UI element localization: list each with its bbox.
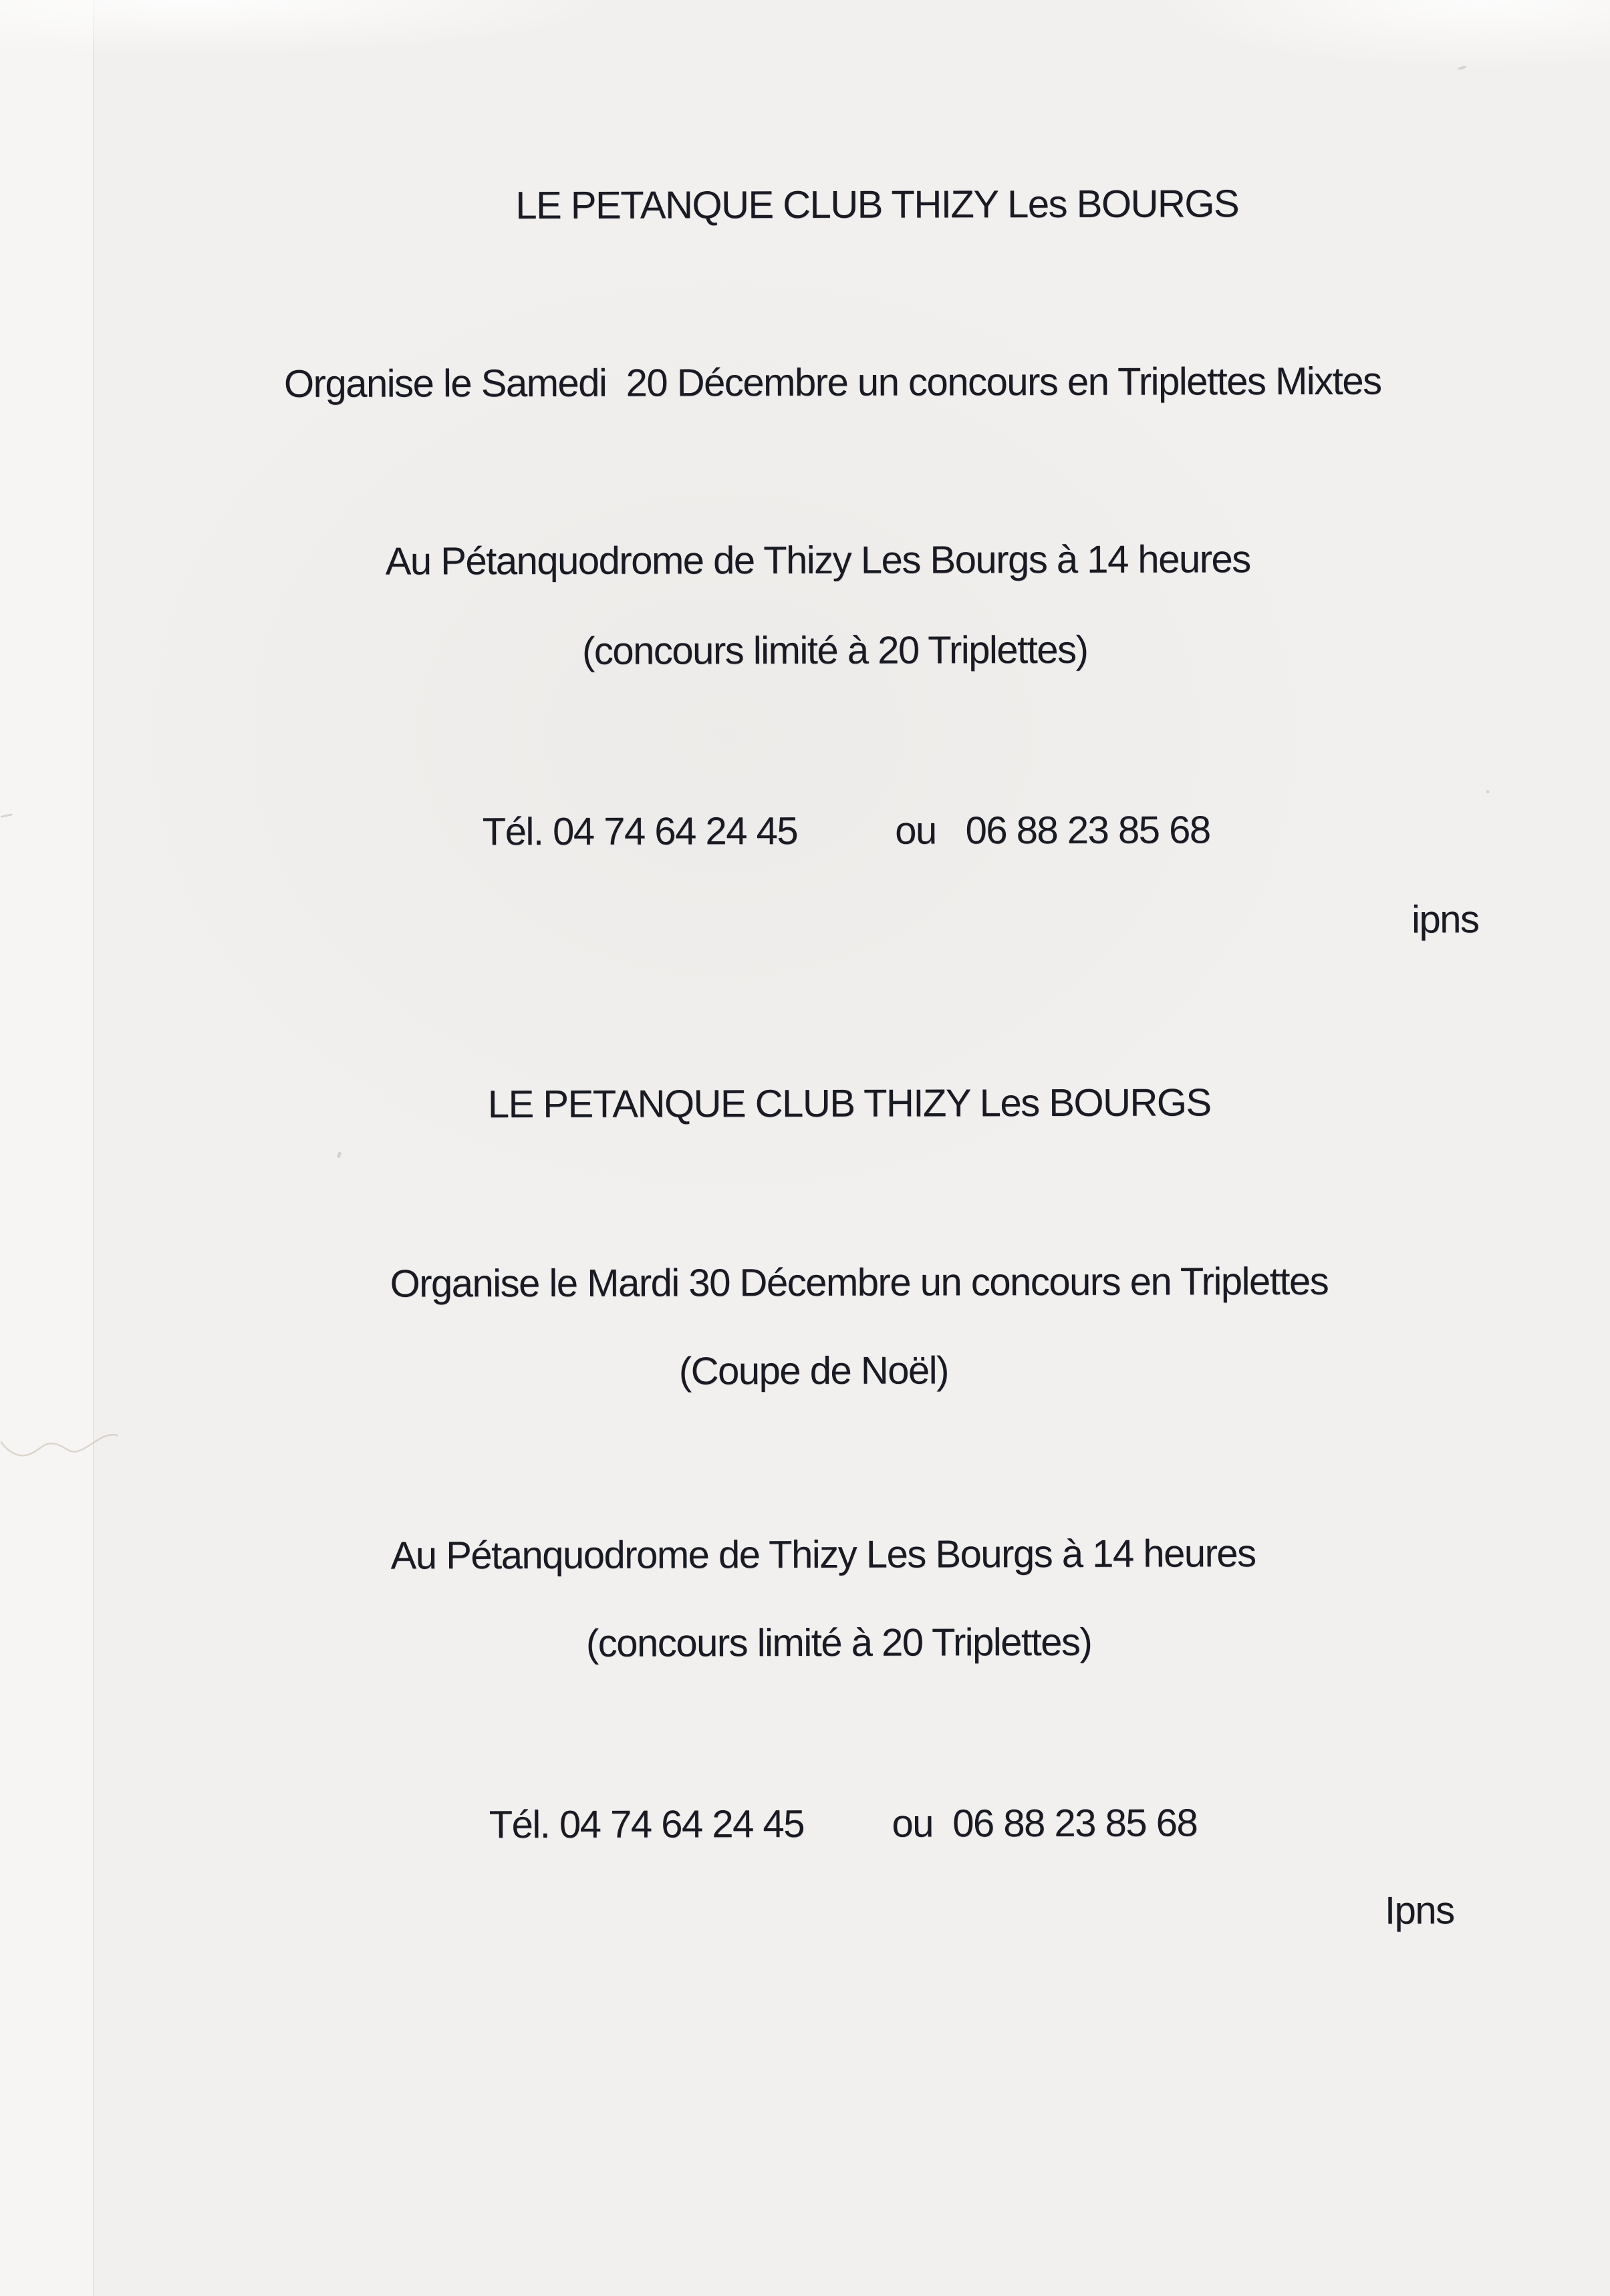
notice2-title: LE PETANQUE CLUB THIZY Les BOURGS <box>487 1081 1211 1127</box>
notice2-coupe-line: (Coupe de Noël) <box>678 1348 949 1393</box>
notice2-phone-line: Tél. 04 74 64 24 45 ou 06 88 23 85 68 <box>489 1801 1198 1847</box>
notice1-title: LE PETANQUE CLUB THIZY Les BOURGS <box>515 182 1239 228</box>
notice1-venue-line: Au Pétanquodrome de Thizy Les Bourgs à 14 heures <box>385 537 1250 583</box>
notice2-ipns-note: Ipns <box>1384 1888 1454 1932</box>
notice2-limit-line: (concours limité à 20 Triplettes) <box>585 1620 1092 1665</box>
scan-speck <box>1457 65 1467 70</box>
notice1-organise-line: Organise le Samedi 20 Décembre un concours en Triplettes Mixtes <box>283 359 1381 406</box>
notice1-phone-line: Tél. 04 74 64 24 45 ou 06 88 23 85 68 <box>482 808 1210 854</box>
notice1-ipns-note: ipns <box>1412 897 1479 942</box>
notice2-organise-line: Organise le Mardi 30 Décembre un concours en Triplettes <box>390 1259 1329 1306</box>
notice1-limit-line: (concours limité à 20 Triplettes) <box>581 627 1088 673</box>
notice2-venue-line: Au Pétanquodrome de Thizy Les Bourgs à 14 heures <box>390 1532 1256 1578</box>
scan-hairline-artifact <box>1 1424 118 1471</box>
scan-speck <box>337 1151 342 1158</box>
scan-speck <box>1486 790 1490 793</box>
scan-edge-tick <box>1 813 13 818</box>
